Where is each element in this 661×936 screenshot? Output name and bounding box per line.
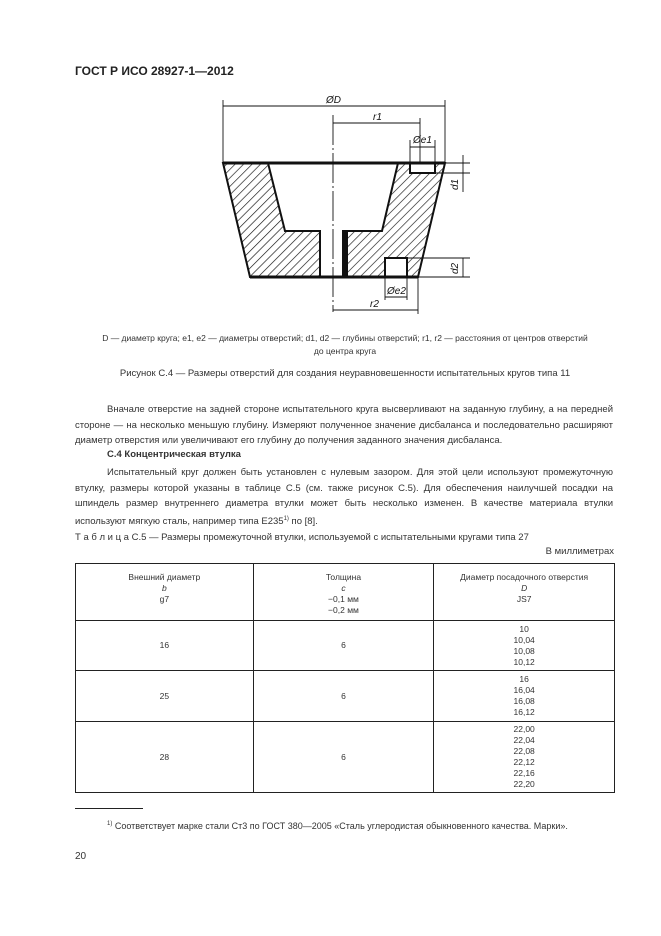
footnote-divider (75, 808, 143, 809)
cell-D-value: 16,04 (513, 685, 535, 695)
column-header (253, 564, 434, 621)
legend-line-1: D — диаметр круга; e1, e2 — диаметры отверстий; d1, d2 — глубины отверстий; r1, r2 — расстояния от центров отверстий (102, 333, 588, 343)
section-title: С.4 Концентрическая втулка (107, 449, 241, 460)
header-tolerance: g7 (159, 594, 170, 604)
cell-c: 6 (253, 722, 434, 793)
figure-legend (75, 332, 615, 358)
table-header-row (76, 564, 615, 621)
header-name: Внешний диаметр (128, 572, 201, 582)
cell-D-value: 22,04 (513, 735, 535, 745)
document-header: ГОСТ Р ИСО 28927-1—2012 (75, 64, 234, 78)
label-D: ØD (326, 95, 341, 106)
cell-D-value: 16 (519, 674, 529, 684)
column-header (434, 564, 615, 621)
header-tolerance: −0,1 мм (328, 594, 359, 604)
cell-D (434, 671, 615, 722)
cell-D (434, 722, 615, 793)
cell-D-value: 10,08 (513, 645, 535, 656)
cell-b: 16 (76, 621, 254, 671)
legend-line-2: до центра круга (313, 346, 377, 356)
table-row (76, 671, 615, 722)
cell-D-value: 16,08 (513, 696, 535, 706)
header-symbol: b (161, 583, 167, 593)
footnote: $^{1)}$ Соответствует марке стали Ст3 по ГОСТ 380—2005 «Сталь углеродистая обыкновенного качества. Марки». (107, 821, 568, 831)
label-e2: Øe2 (387, 286, 406, 297)
label-r1: r1 (373, 112, 382, 123)
cell-D-value: 22,00 (513, 724, 535, 734)
bushing-table (75, 563, 615, 793)
paragraph-1: Вначале отверстие на задней стороне испытательного круга высверливают на заданную глубину, а на передней стороне — на несколько меньшую глубину. Измеряют полученное значение дисбаланса и последовательно расширяют диаметр отверстия или увеличивают его глубину до получения заданного значения дисбаланса. (75, 404, 613, 446)
cell-D-value: 10 (519, 623, 529, 634)
cell-D (434, 621, 615, 671)
cell-D-value: 10,04 (513, 634, 535, 645)
table-title: Т а б л и ц а С.5 — Размеры промежуточной втулки, используемой с испытательными кругами типа 27 (75, 532, 529, 543)
column-header (76, 564, 254, 621)
header-name: Толщина (325, 572, 362, 582)
table-row (76, 621, 615, 671)
header-symbol: c (341, 583, 346, 593)
paragraph-2: Испытательный круг должен быть установлен с нулевым зазором. Для этой цели используют промежуточную втулку, размеры которой указаны в таблице С.5 (см. также рисунок С.5). Для обеспечения наилучшей посадки на шпиндель размер внутреннего диаметра втулки может быть несколько изменен. В качестве материала втулки используют мягкую сталь, например типа E235$^{1)}$ по [8]. (75, 467, 613, 527)
header-tolerance: JS7 (516, 594, 532, 604)
label-d2: d2 (450, 262, 461, 274)
table-row (76, 722, 615, 793)
cell-c: 6 (253, 621, 434, 671)
figure-caption: Рисунок С.4 — Размеры отверстий для создания неуравновешенности испытательных кругов типа 11 (119, 368, 571, 379)
cell-D-value: 22,12 (513, 757, 535, 767)
label-d1: d1 (450, 178, 461, 190)
cell-D-value: 22,08 (513, 746, 535, 756)
wheel-drawing (0, 0, 661, 330)
header-symbol: D (521, 583, 528, 593)
header-name: Диаметр посадочного отверстия (460, 572, 589, 582)
page-number: 20 (75, 851, 87, 862)
cell-b: 25 (76, 671, 254, 722)
label-r2: r2 (370, 299, 379, 310)
cell-D-value: 22,16 (513, 768, 535, 778)
cell-c: 6 (253, 671, 434, 722)
cell-D-value: 16,12 (513, 707, 535, 717)
table-units: В миллиметрах (545, 546, 614, 557)
cell-b: 28 (76, 722, 254, 793)
wheel-section (223, 163, 445, 277)
header-tolerance: −0,2 мм (328, 605, 359, 615)
label-e1: Øe1 (413, 135, 432, 146)
cell-D-value: 10,12 (513, 656, 535, 667)
cell-D-value: 22,20 (513, 779, 535, 789)
